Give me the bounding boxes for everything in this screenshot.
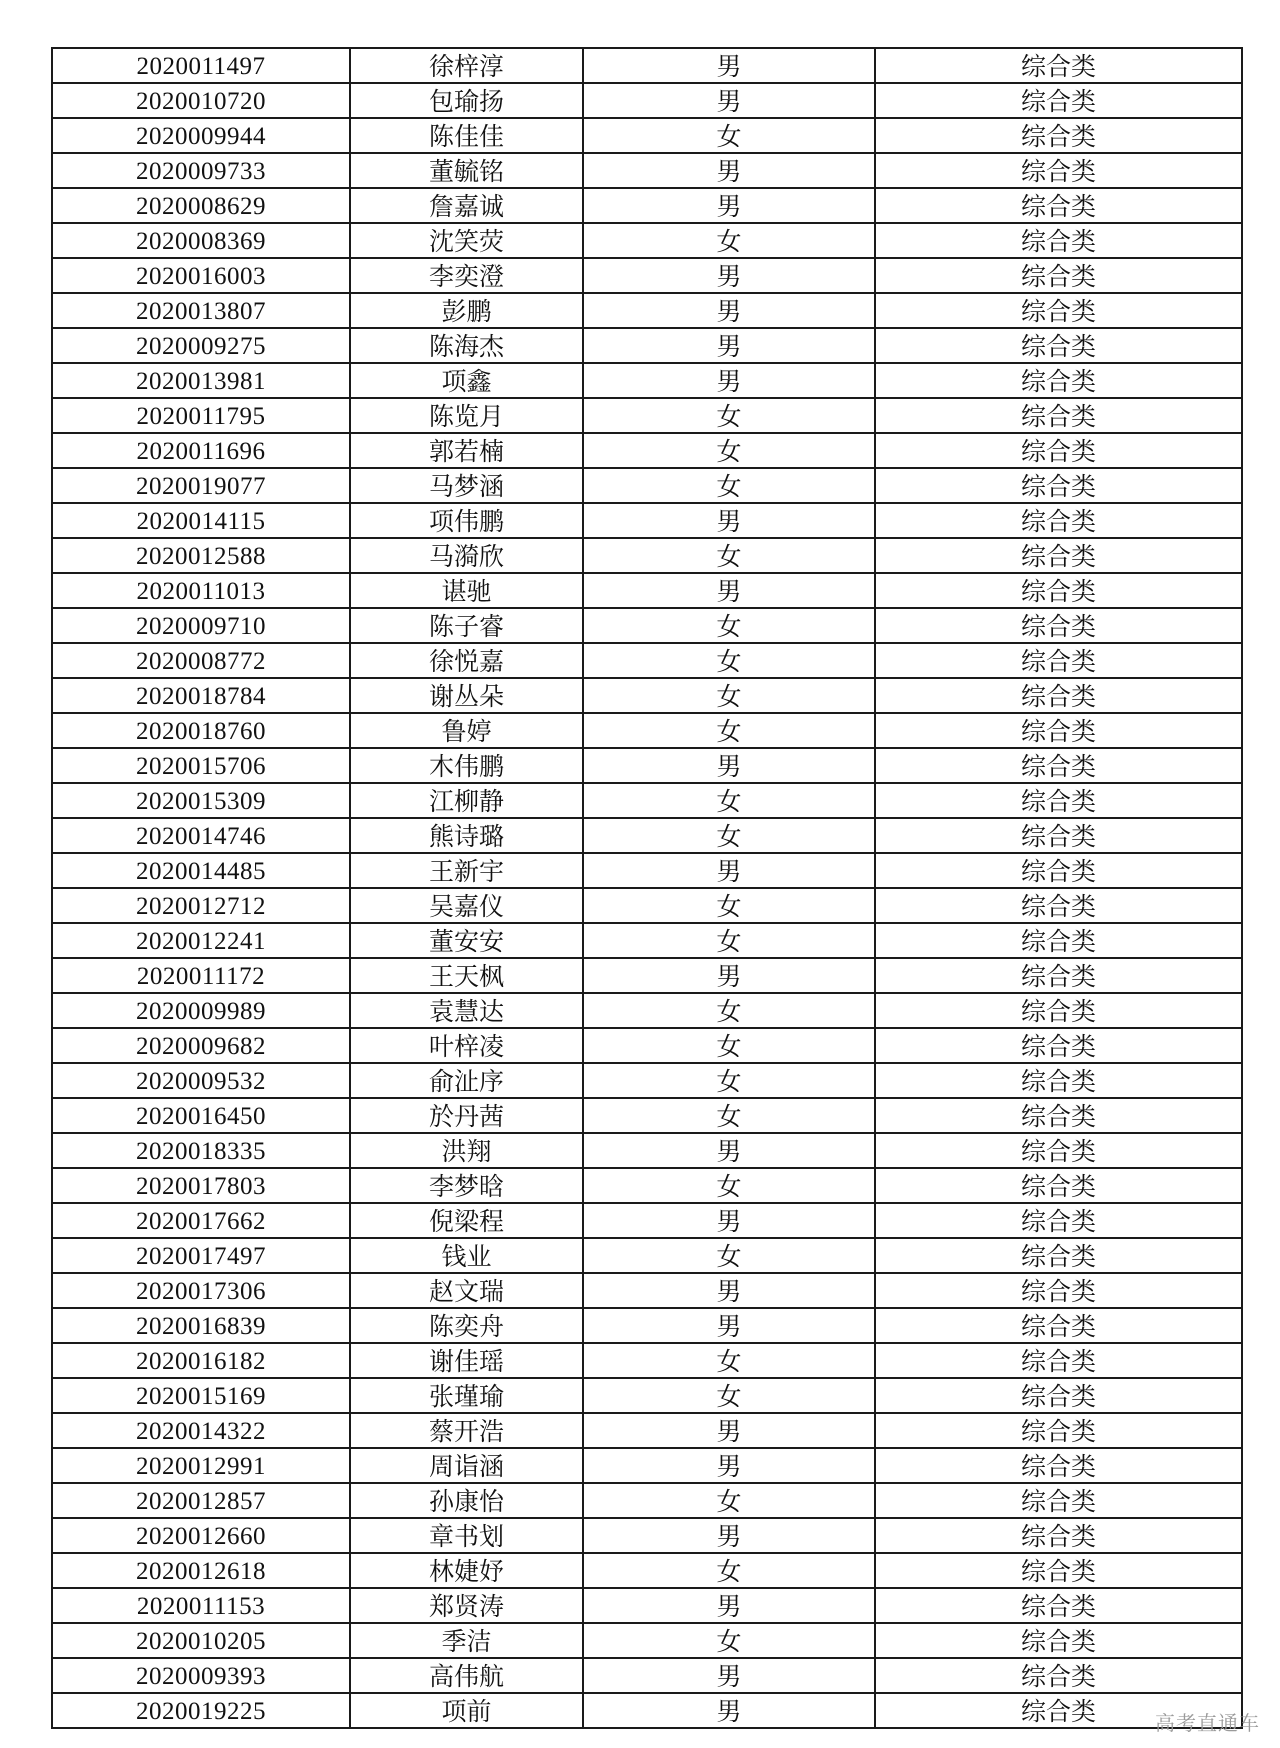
student-name-cell: 袁慧达 (350, 993, 583, 1028)
student-id-cell: 2020018784 (52, 678, 350, 713)
gender-cell: 男 (583, 1413, 875, 1448)
category-cell: 综合类 (875, 888, 1242, 923)
student-name-cell: 赵文瑞 (350, 1273, 583, 1308)
table-row (52, 1693, 1242, 1728)
student-id-cell: 2020009733 (52, 153, 350, 188)
student-id-cell: 2020009944 (52, 118, 350, 153)
category-cell: 综合类 (875, 1168, 1242, 1203)
table-row (52, 538, 1242, 573)
category-cell: 综合类 (875, 1623, 1242, 1658)
category-cell: 综合类 (875, 1028, 1242, 1063)
category-cell: 综合类 (875, 993, 1242, 1028)
gender-cell: 女 (583, 783, 875, 818)
category-cell: 综合类 (875, 643, 1242, 678)
gender-cell: 男 (583, 748, 875, 783)
student-name-cell: 钱业 (350, 1238, 583, 1273)
category-cell: 综合类 (875, 1693, 1242, 1728)
table-row (52, 923, 1242, 958)
category-cell: 综合类 (875, 398, 1242, 433)
gender-cell: 女 (583, 1238, 875, 1273)
category-cell: 综合类 (875, 958, 1242, 993)
student-name-cell: 詹嘉诚 (350, 188, 583, 223)
table-row (52, 118, 1242, 153)
student-id-cell: 2020011013 (52, 573, 350, 608)
gender-cell: 男 (583, 328, 875, 363)
category-cell: 综合类 (875, 1658, 1242, 1693)
student-id-cell: 2020017497 (52, 1238, 350, 1273)
category-cell: 综合类 (875, 503, 1242, 538)
table-row (52, 713, 1242, 748)
student-name-cell: 洪翔 (350, 1133, 583, 1168)
gender-cell: 女 (583, 923, 875, 958)
table-row (52, 1658, 1242, 1693)
student-name-cell: 俞沚序 (350, 1063, 583, 1098)
category-cell: 综合类 (875, 538, 1242, 573)
category-cell: 综合类 (875, 118, 1242, 153)
student-id-cell: 2020011497 (52, 48, 350, 83)
gender-cell: 男 (583, 1588, 875, 1623)
table-row (52, 1273, 1242, 1308)
student-name-cell: 项鑫 (350, 363, 583, 398)
table-row (52, 83, 1242, 118)
category-cell: 综合类 (875, 1413, 1242, 1448)
student-id-cell: 2020008772 (52, 643, 350, 678)
category-cell: 综合类 (875, 188, 1242, 223)
student-name-cell: 马漪欣 (350, 538, 583, 573)
student-name-cell: 董毓铭 (350, 153, 583, 188)
student-id-cell: 2020012588 (52, 538, 350, 573)
table-row (52, 363, 1242, 398)
student-name-cell: 陈海杰 (350, 328, 583, 363)
student-name-cell: 徐梓淳 (350, 48, 583, 83)
student-name-cell: 李梦晗 (350, 1168, 583, 1203)
student-name-cell: 木伟鹏 (350, 748, 583, 783)
student-name-cell: 沈笑荧 (350, 223, 583, 258)
table-row (52, 293, 1242, 328)
gender-cell: 男 (583, 1273, 875, 1308)
student-name-cell: 彭鹏 (350, 293, 583, 328)
student-name-cell: 李奕澄 (350, 258, 583, 293)
table-row (52, 1238, 1242, 1273)
gender-cell: 女 (583, 1168, 875, 1203)
category-cell: 综合类 (875, 328, 1242, 363)
student-id-cell: 2020016182 (52, 1343, 350, 1378)
student-id-cell: 2020010720 (52, 83, 350, 118)
gender-cell: 男 (583, 1308, 875, 1343)
student-id-cell: 2020018335 (52, 1133, 350, 1168)
gender-cell: 女 (583, 538, 875, 573)
table-row (52, 223, 1242, 258)
table-row (52, 1028, 1242, 1063)
student-id-cell: 2020017306 (52, 1273, 350, 1308)
category-cell: 综合类 (875, 1238, 1242, 1273)
gender-cell: 女 (583, 223, 875, 258)
category-cell: 综合类 (875, 223, 1242, 258)
table-row (52, 573, 1242, 608)
student-id-cell: 2020015309 (52, 783, 350, 818)
student-name-cell: 谢丛朵 (350, 678, 583, 713)
table-row (52, 993, 1242, 1028)
student-name-cell: 谢佳瑶 (350, 1343, 583, 1378)
gender-cell: 男 (583, 153, 875, 188)
table-row (52, 1448, 1242, 1483)
gender-cell: 女 (583, 888, 875, 923)
student-id-cell: 2020018760 (52, 713, 350, 748)
table-row (52, 1203, 1242, 1238)
student-name-cell: 陈览月 (350, 398, 583, 433)
category-cell: 综合类 (875, 923, 1242, 958)
student-id-cell: 2020009393 (52, 1658, 350, 1693)
table-row (52, 1483, 1242, 1518)
gender-cell: 女 (583, 1378, 875, 1413)
student-id-cell: 2020019077 (52, 468, 350, 503)
gender-cell: 女 (583, 818, 875, 853)
table-row (52, 958, 1242, 993)
student-name-cell: 孙康怡 (350, 1483, 583, 1518)
category-cell: 综合类 (875, 573, 1242, 608)
student-name-cell: 包瑜扬 (350, 83, 583, 118)
student-id-cell: 2020011795 (52, 398, 350, 433)
student-id-cell: 2020012712 (52, 888, 350, 923)
table-row (52, 1553, 1242, 1588)
table-row (52, 1168, 1242, 1203)
student-id-cell: 2020011172 (52, 958, 350, 993)
student-name-cell: 熊诗璐 (350, 818, 583, 853)
category-cell: 综合类 (875, 1133, 1242, 1168)
student-name-cell: 高伟航 (350, 1658, 583, 1693)
student-id-cell: 2020019225 (52, 1693, 350, 1728)
student-name-cell: 鲁婷 (350, 713, 583, 748)
watermark: 高考直通车 (1155, 1711, 1260, 1735)
student-name-cell: 林婕妤 (350, 1553, 583, 1588)
gender-cell: 女 (583, 1623, 875, 1658)
category-cell: 综合类 (875, 1063, 1242, 1098)
student-name-cell: 张瑾瑜 (350, 1378, 583, 1413)
gender-cell: 女 (583, 433, 875, 468)
gender-cell: 男 (583, 1658, 875, 1693)
student-id-cell: 2020008629 (52, 188, 350, 223)
gender-cell: 男 (583, 1203, 875, 1238)
table-row (52, 1378, 1242, 1413)
student-id-cell: 2020011696 (52, 433, 350, 468)
gender-cell: 女 (583, 1063, 875, 1098)
student-name-cell: 王天枫 (350, 958, 583, 993)
table-row (52, 783, 1242, 818)
category-cell: 综合类 (875, 1518, 1242, 1553)
student-id-cell: 2020015706 (52, 748, 350, 783)
table-row (52, 1133, 1242, 1168)
gender-cell: 男 (583, 573, 875, 608)
category-cell: 综合类 (875, 1098, 1242, 1133)
student-id-cell: 2020011153 (52, 1588, 350, 1623)
table-row (52, 398, 1242, 433)
student-id-cell: 2020014746 (52, 818, 350, 853)
gender-cell: 男 (583, 1518, 875, 1553)
student-name-cell: 季洁 (350, 1623, 583, 1658)
student-name-cell: 徐悦嘉 (350, 643, 583, 678)
student-name-cell: 吴嘉仪 (350, 888, 583, 923)
student-name-cell: 倪梁程 (350, 1203, 583, 1238)
gender-cell: 男 (583, 1448, 875, 1483)
category-cell: 综合类 (875, 678, 1242, 713)
category-cell: 综合类 (875, 783, 1242, 818)
student-id-cell: 2020009532 (52, 1063, 350, 1098)
student-name-cell: 王新宇 (350, 853, 583, 888)
category-cell: 综合类 (875, 258, 1242, 293)
student-id-cell: 2020012660 (52, 1518, 350, 1553)
student-id-cell: 2020009710 (52, 608, 350, 643)
category-cell: 综合类 (875, 1588, 1242, 1623)
table-row (52, 48, 1242, 83)
table-row (52, 853, 1242, 888)
gender-cell: 女 (583, 118, 875, 153)
table-row (52, 1518, 1242, 1553)
gender-cell: 女 (583, 713, 875, 748)
gender-cell: 女 (583, 608, 875, 643)
gender-cell: 女 (583, 468, 875, 503)
student-name-cell: 周诣涵 (350, 1448, 583, 1483)
table-row (52, 258, 1242, 293)
student-name-cell: 项前 (350, 1693, 583, 1728)
gender-cell: 男 (583, 293, 875, 328)
table-row (52, 1098, 1242, 1133)
table-row (52, 678, 1242, 713)
student-id-cell: 2020015169 (52, 1378, 350, 1413)
table-row (52, 433, 1242, 468)
table-row (52, 188, 1242, 223)
table-row (52, 1063, 1242, 1098)
category-cell: 综合类 (875, 433, 1242, 468)
table-row (52, 748, 1242, 783)
category-cell: 综合类 (875, 468, 1242, 503)
student-name-cell: 董安安 (350, 923, 583, 958)
category-cell: 综合类 (875, 713, 1242, 748)
category-cell: 综合类 (875, 293, 1242, 328)
table-body (52, 48, 1242, 1728)
student-id-cell: 2020017662 (52, 1203, 350, 1238)
student-name-cell: 陈子睿 (350, 608, 583, 643)
student-id-cell: 2020016839 (52, 1308, 350, 1343)
category-cell: 综合类 (875, 853, 1242, 888)
gender-cell: 女 (583, 993, 875, 1028)
category-cell: 综合类 (875, 1378, 1242, 1413)
gender-cell: 男 (583, 83, 875, 118)
student-id-cell: 2020014322 (52, 1413, 350, 1448)
gender-cell: 男 (583, 1693, 875, 1728)
gender-cell: 女 (583, 1343, 875, 1378)
student-id-cell: 2020009275 (52, 328, 350, 363)
student-id-cell: 2020009989 (52, 993, 350, 1028)
table-row (52, 153, 1242, 188)
student-id-cell: 2020012241 (52, 923, 350, 958)
student-name-cell: 叶梓凌 (350, 1028, 583, 1063)
table-row (52, 1413, 1242, 1448)
student-id-cell: 2020014115 (52, 503, 350, 538)
gender-cell: 男 (583, 258, 875, 293)
gender-cell: 女 (583, 1098, 875, 1133)
category-cell: 综合类 (875, 83, 1242, 118)
student-id-cell: 2020013981 (52, 363, 350, 398)
student-id-cell: 2020016003 (52, 258, 350, 293)
category-cell: 综合类 (875, 48, 1242, 83)
student-name-cell: 陈奕舟 (350, 1308, 583, 1343)
gender-cell: 女 (583, 1028, 875, 1063)
category-cell: 综合类 (875, 1273, 1242, 1308)
table-row (52, 608, 1242, 643)
student-id-cell: 2020008369 (52, 223, 350, 258)
student-id-cell: 2020010205 (52, 1623, 350, 1658)
table-row (52, 888, 1242, 923)
student-id-cell: 2020016450 (52, 1098, 350, 1133)
category-cell: 综合类 (875, 608, 1242, 643)
table-row (52, 1308, 1242, 1343)
student-id-cell: 2020009682 (52, 1028, 350, 1063)
category-cell: 综合类 (875, 1343, 1242, 1378)
student-name-cell: 谌驰 (350, 573, 583, 608)
student-name-cell: 蔡开浩 (350, 1413, 583, 1448)
table-row (52, 468, 1242, 503)
category-cell: 综合类 (875, 818, 1242, 853)
category-cell: 综合类 (875, 748, 1242, 783)
student-name-cell: 江柳静 (350, 783, 583, 818)
student-id-cell: 2020014485 (52, 853, 350, 888)
gender-cell: 男 (583, 1133, 875, 1168)
gender-cell: 女 (583, 1553, 875, 1588)
category-cell: 综合类 (875, 1308, 1242, 1343)
student-id-cell: 2020012857 (52, 1483, 350, 1518)
category-cell: 综合类 (875, 153, 1242, 188)
student-name-cell: 郑贤涛 (350, 1588, 583, 1623)
category-cell: 综合类 (875, 1553, 1242, 1588)
student-id-cell: 2020017803 (52, 1168, 350, 1203)
gender-cell: 男 (583, 853, 875, 888)
student-id-cell: 2020012991 (52, 1448, 350, 1483)
gender-cell: 女 (583, 643, 875, 678)
gender-cell: 男 (583, 48, 875, 83)
gender-cell: 男 (583, 958, 875, 993)
category-cell: 综合类 (875, 363, 1242, 398)
table-row (52, 1588, 1242, 1623)
table-row (52, 503, 1242, 538)
gender-cell: 男 (583, 503, 875, 538)
gender-cell: 女 (583, 678, 875, 713)
table-row (52, 328, 1242, 363)
category-cell: 综合类 (875, 1448, 1242, 1483)
student-name-cell: 章书划 (350, 1518, 583, 1553)
category-cell: 综合类 (875, 1483, 1242, 1518)
admission-list-table (51, 47, 1243, 1729)
student-id-cell: 2020012618 (52, 1553, 350, 1588)
gender-cell: 男 (583, 363, 875, 398)
student-name-cell: 陈佳佳 (350, 118, 583, 153)
category-cell: 综合类 (875, 1203, 1242, 1238)
student-name-cell: 马梦涵 (350, 468, 583, 503)
student-name-cell: 项伟鹏 (350, 503, 583, 538)
student-name-cell: 於丹茜 (350, 1098, 583, 1133)
table-row (52, 818, 1242, 853)
gender-cell: 女 (583, 398, 875, 433)
student-id-cell: 2020013807 (52, 293, 350, 328)
table-row (52, 643, 1242, 678)
student-name-cell: 郭若楠 (350, 433, 583, 468)
gender-cell: 女 (583, 1483, 875, 1518)
gender-cell: 男 (583, 188, 875, 223)
table-row (52, 1343, 1242, 1378)
table-row (52, 1623, 1242, 1658)
